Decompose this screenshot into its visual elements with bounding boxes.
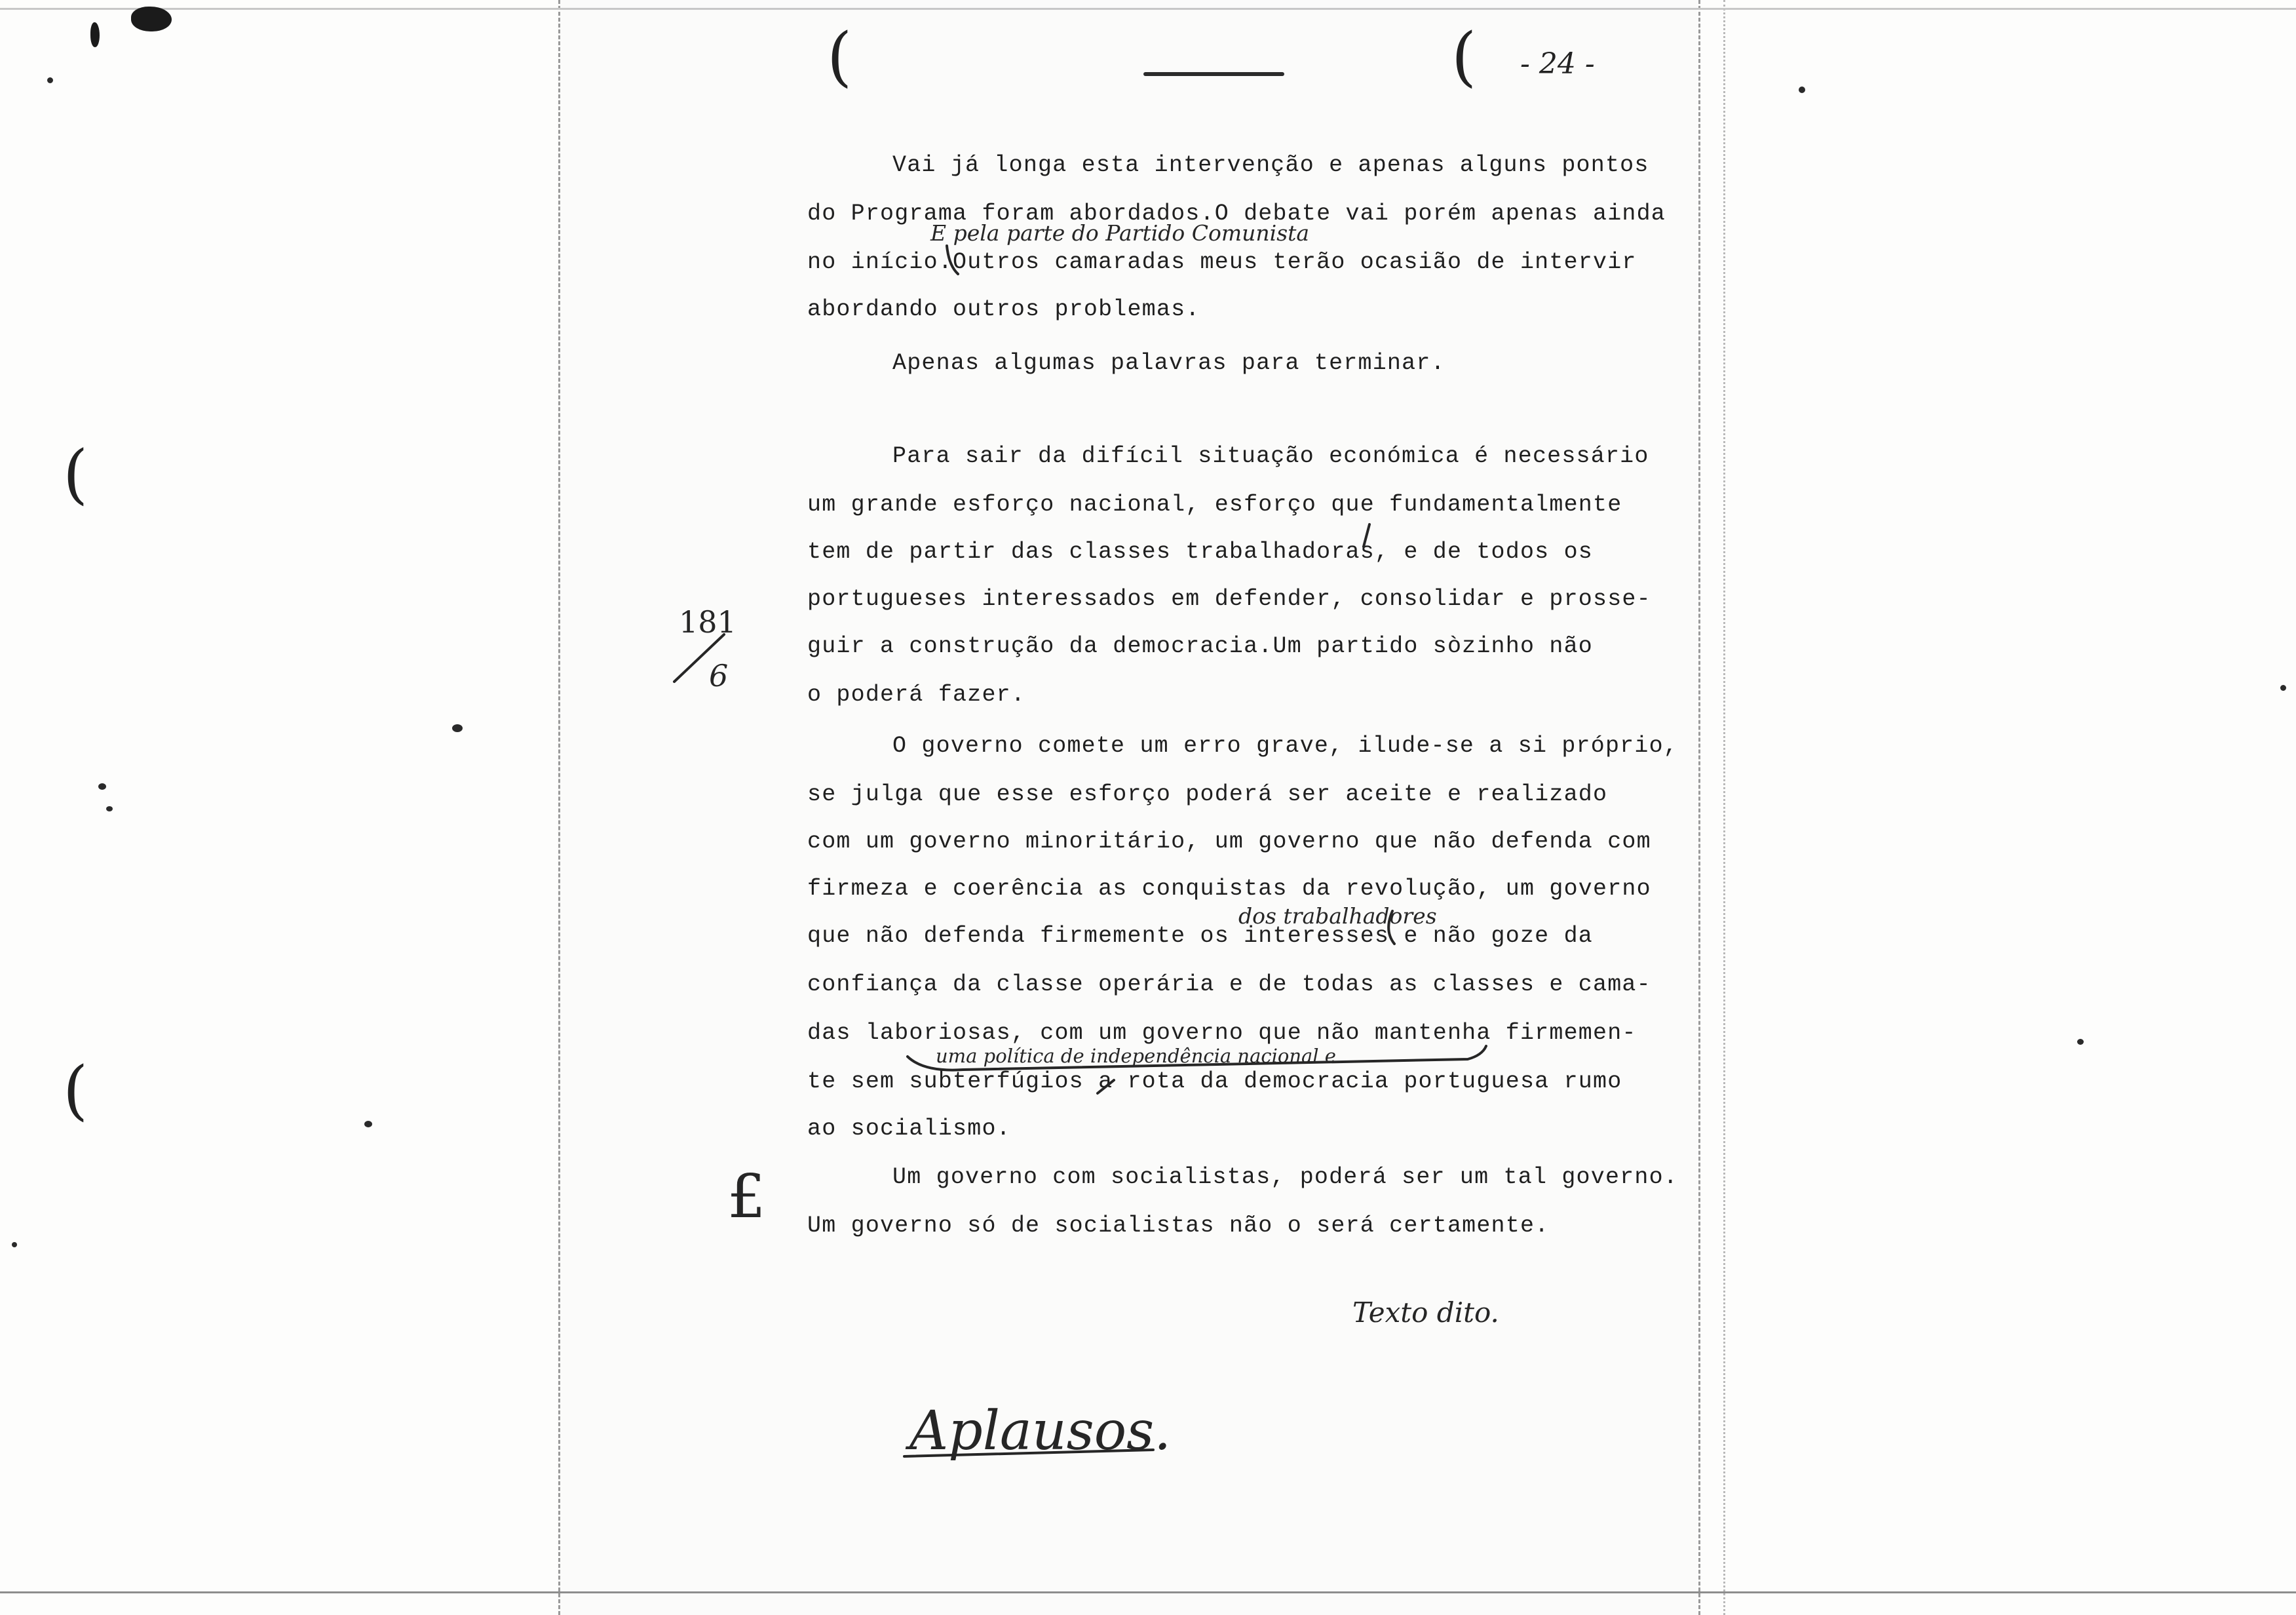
text-line: portugueses interessados em defender, consolidar e prosse- [807,586,1651,612]
text-line: te sem subterfúgios a rota da democracia portuguesa rumo [807,1068,1622,1095]
text-line: Um governo com socialistas, poderá ser um tal governo. [892,1164,1678,1190]
text-line: abordando outros problemas. [807,296,1200,322]
text-line: firmeza e coerência as conquistas da revolução, um governo [807,876,1651,902]
punch-hole-mark-3: ( [63,437,88,512]
insertion-caret [947,246,958,274]
punch-hole-mark-1: ( [827,20,852,94]
margin-number: 181 [679,604,737,640]
punch-hole-mark-4: ( [63,1053,88,1128]
margin-number: 6 [709,658,729,693]
text-line: ao socialismo. [807,1116,1011,1142]
text-line: o poderá fazer. [807,682,1026,708]
handwritten-insertion: dos trabalhadores [1238,903,1437,929]
text-line: O governo comete um erro grave, ilude-se a si próprio, [892,733,1678,759]
text-line: do Programa foram abordados.O debate vai porém apenas ainda [807,201,1666,227]
text-line: confiança da classe operária e de todas as classes e cama- [807,971,1651,998]
text-line: Vai já longa esta intervenção e apenas alguns pontos [892,152,1649,178]
handwritten-insertion: E pela parte do Partido Comunista [930,220,1310,246]
fraction-slash [674,634,724,682]
text-line: com um governo minoritário, um governo que não defenda com [807,828,1651,855]
text-line: que não defenda firmemente os interesses e não goze da [807,923,1593,949]
punch-hole-mark-2: ( [1451,20,1477,94]
text-line: um grande esforço nacional, esforço que fundamentalmente [807,492,1622,518]
correction-slash [1364,524,1369,547]
text-line: se julga que esse esforço poderá ser aceite e realizado [807,781,1608,808]
insertion-caret [1388,911,1394,944]
text-line: Um governo só de socialistas não o será certamente. [807,1213,1550,1239]
insertion-underline [908,1046,1486,1070]
text-line: Apenas algumas palavras para terminar. [892,350,1445,376]
text-line: Para sair da difícil situação económica é necessário [892,443,1649,469]
insertion-caret [1098,1080,1114,1093]
text-line: tem de partir das classes trabalhadoras, e de todos os [807,539,1593,565]
text-line: das laboriosas, com um governo que não mantenha firmemen- [807,1020,1637,1046]
text-line: guir a construção da democracia.Um partido sòzinho não [807,633,1593,659]
closing-note: Texto dito. [1352,1296,1499,1329]
text-line: no início.Outros camaradas meus terão ocasião de intervir [807,249,1637,275]
page-number: - 24 - [1520,47,1595,81]
applause-underline [904,1450,1153,1456]
margin-symbol: £ [727,1161,766,1232]
applause-note: Aplausos. [909,1400,1172,1462]
handwritten-insertion: uma política de independência nacional e [936,1045,1336,1067]
